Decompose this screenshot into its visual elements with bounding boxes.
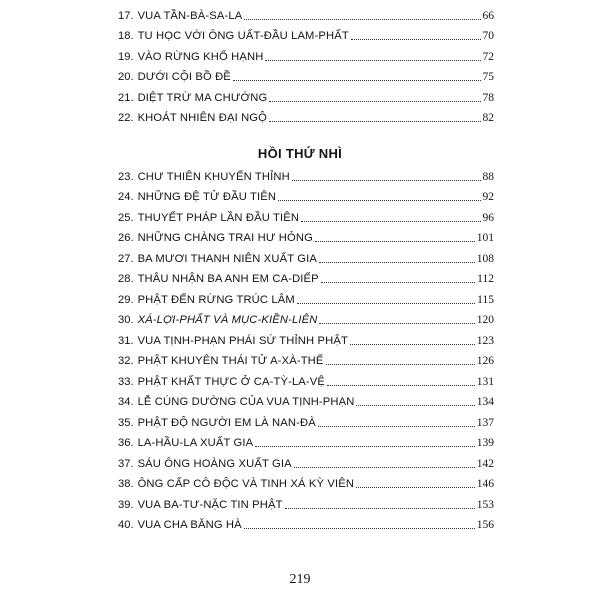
toc-entry-title: DƯỚI CỘI BỒ ĐỀ <box>137 71 231 83</box>
toc-entry-title: TU HỌC VỚI ÔNG UẤT-ĐẦU LAM-PHẤT <box>137 30 349 42</box>
toc-entry-number: 35. <box>118 416 134 429</box>
toc-entry <box>118 204 494 225</box>
toc-entry-page: 146 <box>476 478 494 490</box>
toc-entry-title: NHỮNG ĐỆ TỬ ĐẦU TIÊN <box>137 191 277 203</box>
toc-entry-page: 75 <box>482 71 494 83</box>
toc-entry-title: BA MƯƠI THANH NIÊN XUẤT GIA <box>137 252 318 265</box>
toc-entry-title: THÂU NHẬN BA ANH EM CA-DIẾP <box>137 273 319 285</box>
toc-entry-number: 24. <box>118 191 134 203</box>
toc-entry-page: 72 <box>482 50 494 63</box>
toc-entry-number: 32. <box>118 355 134 367</box>
toc-entry-title: VUA CHA BĂNG HÀ <box>137 519 242 531</box>
toc-entry <box>118 163 494 184</box>
toc-entry-number: 37. <box>118 457 134 470</box>
toc-entry-number: 40. <box>118 519 134 531</box>
toc-entry-title: PHẬT KHUYÊN THÁI TỬ A-XÀ-THẾ <box>137 355 324 367</box>
toc-entry-page: 96 <box>482 211 494 224</box>
toc-entry <box>118 491 494 512</box>
toc-entry-page: 153 <box>476 498 494 511</box>
dot-leader <box>244 528 475 529</box>
dot-leader <box>327 385 475 386</box>
toc-entry-title: VÀO RỪNG KHỔ HẠNH <box>137 50 264 63</box>
toc-entry-title: ÔNG CẤP CÔ ĐỘC VÀ TINH XÁ KỲ VIÊN <box>137 478 355 490</box>
dot-leader <box>350 344 475 345</box>
toc-entry <box>118 450 494 471</box>
toc-entry-title: XÁ-LỢI-PHẤT VÀ MỤC-KIỀN-LIÊN <box>137 314 318 326</box>
toc-entry <box>118 389 494 410</box>
dot-leader <box>294 467 475 468</box>
toc-entry-number: 22. <box>118 112 134 124</box>
dot-leader <box>292 180 481 181</box>
toc-entry <box>118 2 494 23</box>
toc-entry <box>118 368 494 389</box>
toc-entry-page: 101 <box>476 232 494 244</box>
section-heading: HỒI THỨ NHÌ <box>257 146 343 161</box>
toc-entry-page: 134 <box>476 396 494 408</box>
toc-entry <box>118 43 494 64</box>
toc-entry-page: 137 <box>476 416 494 429</box>
dot-leader <box>356 487 475 488</box>
dot-leader <box>351 39 481 40</box>
toc-entry-number: 30. <box>118 314 134 326</box>
dot-leader <box>321 282 475 283</box>
dot-leader <box>269 101 480 102</box>
toc-entry-number: 26. <box>118 232 134 244</box>
toc-entry-number: 34. <box>118 396 134 408</box>
toc-entry-page: 112 <box>477 273 494 285</box>
toc-entry-number: 33. <box>118 375 134 388</box>
toc-entry-title: THUYẾT PHÁP LẦN ĐẦU TIÊN <box>137 211 300 224</box>
toc-entry <box>118 84 494 105</box>
toc-entry-number: 38. <box>118 478 134 490</box>
toc-entry-title: PHẬT ĐỘ NGƯỜI EM LÀ NAN-ĐÀ <box>137 416 316 429</box>
toc-entry <box>118 225 494 246</box>
toc-entry-page: 126 <box>476 355 494 367</box>
toc-list-part-one <box>118 2 494 125</box>
toc-entry-number: 28. <box>118 273 134 285</box>
toc-entry-page: 123 <box>476 334 494 347</box>
dot-leader <box>319 323 474 324</box>
toc-entry-page: 78 <box>482 91 494 104</box>
toc-entry <box>118 23 494 44</box>
toc-entry-page: 156 <box>476 519 494 531</box>
dot-leader <box>356 405 474 406</box>
toc-entry-title: PHẬT ĐẾN RỪNG TRÚC LÂM <box>137 293 295 306</box>
toc-entry-page: 88 <box>482 170 494 183</box>
toc-entry-title: SÁU ÔNG HOÀNG XUẤT GIA <box>137 457 292 470</box>
toc-entry-page: 70 <box>482 30 494 42</box>
toc-entry-title: LỄ CÚNG DƯỜNG CỦA VUA TỊNH-PHẠN <box>137 396 355 408</box>
toc-entry-number: 18. <box>118 30 134 42</box>
dot-leader <box>269 121 480 122</box>
toc-entry-number: 29. <box>118 293 134 306</box>
toc-entry-title: NHỮNG CHÀNG TRAI HƯ HỎNG <box>137 232 313 244</box>
page-number: 219 <box>289 572 311 587</box>
toc-entry-title: PHẬT KHẤT THỰC Ở CA-TỲ-LA-VỆ <box>137 375 326 388</box>
dot-leader <box>297 303 475 304</box>
dot-leader <box>285 508 475 509</box>
toc-entry-title: CHƯ THIÊN KHUYẾN THỈNH <box>137 170 290 183</box>
toc-entry <box>118 430 494 451</box>
dot-leader <box>278 200 480 201</box>
toc-entry <box>118 184 494 205</box>
toc-entry-page: 120 <box>476 314 494 326</box>
toc-entry-title: VUA TỊNH-PHẠN PHÁI SỨ THỈNH PHẬT <box>137 334 348 347</box>
dot-leader <box>255 446 475 447</box>
toc-entry-page: 131 <box>476 375 494 388</box>
toc-entry-page: 66 <box>482 9 494 22</box>
toc-entry <box>118 512 494 533</box>
toc-entry-number: 23. <box>118 170 134 183</box>
toc-entry-number: 21. <box>118 91 134 104</box>
toc-entry <box>118 286 494 307</box>
toc-entry-number: 19. <box>118 50 134 63</box>
toc-entry-number: 27. <box>118 252 134 265</box>
toc-entry <box>118 64 494 85</box>
dot-leader <box>319 262 475 263</box>
toc-entry-page: 92 <box>482 191 494 203</box>
toc-entry-number: 25. <box>118 211 134 224</box>
toc-entry-page: 82 <box>482 112 494 124</box>
toc-entry <box>118 307 494 328</box>
toc-entry-page: 108 <box>476 252 494 265</box>
toc-entry <box>118 105 494 126</box>
toc-entry-number: 36. <box>118 437 134 449</box>
toc-entry-page: 142 <box>476 457 494 470</box>
toc-entry-title: VUA TẦN-BÀ-SA-LA <box>137 9 243 22</box>
toc-entry <box>118 266 494 287</box>
toc-entry <box>118 471 494 492</box>
toc-entry <box>118 348 494 369</box>
dot-leader <box>326 364 475 365</box>
toc-entry-number: 20. <box>118 71 134 83</box>
toc-entry-title: DIỆT TRỪ MA CHƯỚNG <box>137 91 268 104</box>
toc-entry <box>118 245 494 266</box>
dot-leader <box>233 80 481 81</box>
toc-entry-title: KHOÁT NHIÊN ĐẠI NGỘ <box>137 112 268 124</box>
toc-entry-title: LA-HẦU-LA XUẤT GIA <box>137 437 254 449</box>
toc-entry <box>118 327 494 348</box>
toc-entry-number: 17. <box>118 9 134 22</box>
dot-leader <box>315 241 475 242</box>
toc-entry-number: 39. <box>118 498 134 511</box>
dot-leader <box>265 60 480 61</box>
dot-leader <box>244 19 480 20</box>
toc-entry-number: 31. <box>118 334 134 347</box>
toc-entry-title: VUA BA-TƯ-NẶC TIN PHẬT <box>137 498 283 511</box>
dot-leader <box>301 221 480 222</box>
toc-entry-page: 139 <box>476 437 494 449</box>
toc-list-part-two <box>118 163 494 532</box>
toc-entry <box>118 409 494 430</box>
toc-entry-page: 115 <box>477 293 494 306</box>
dot-leader <box>318 426 475 427</box>
